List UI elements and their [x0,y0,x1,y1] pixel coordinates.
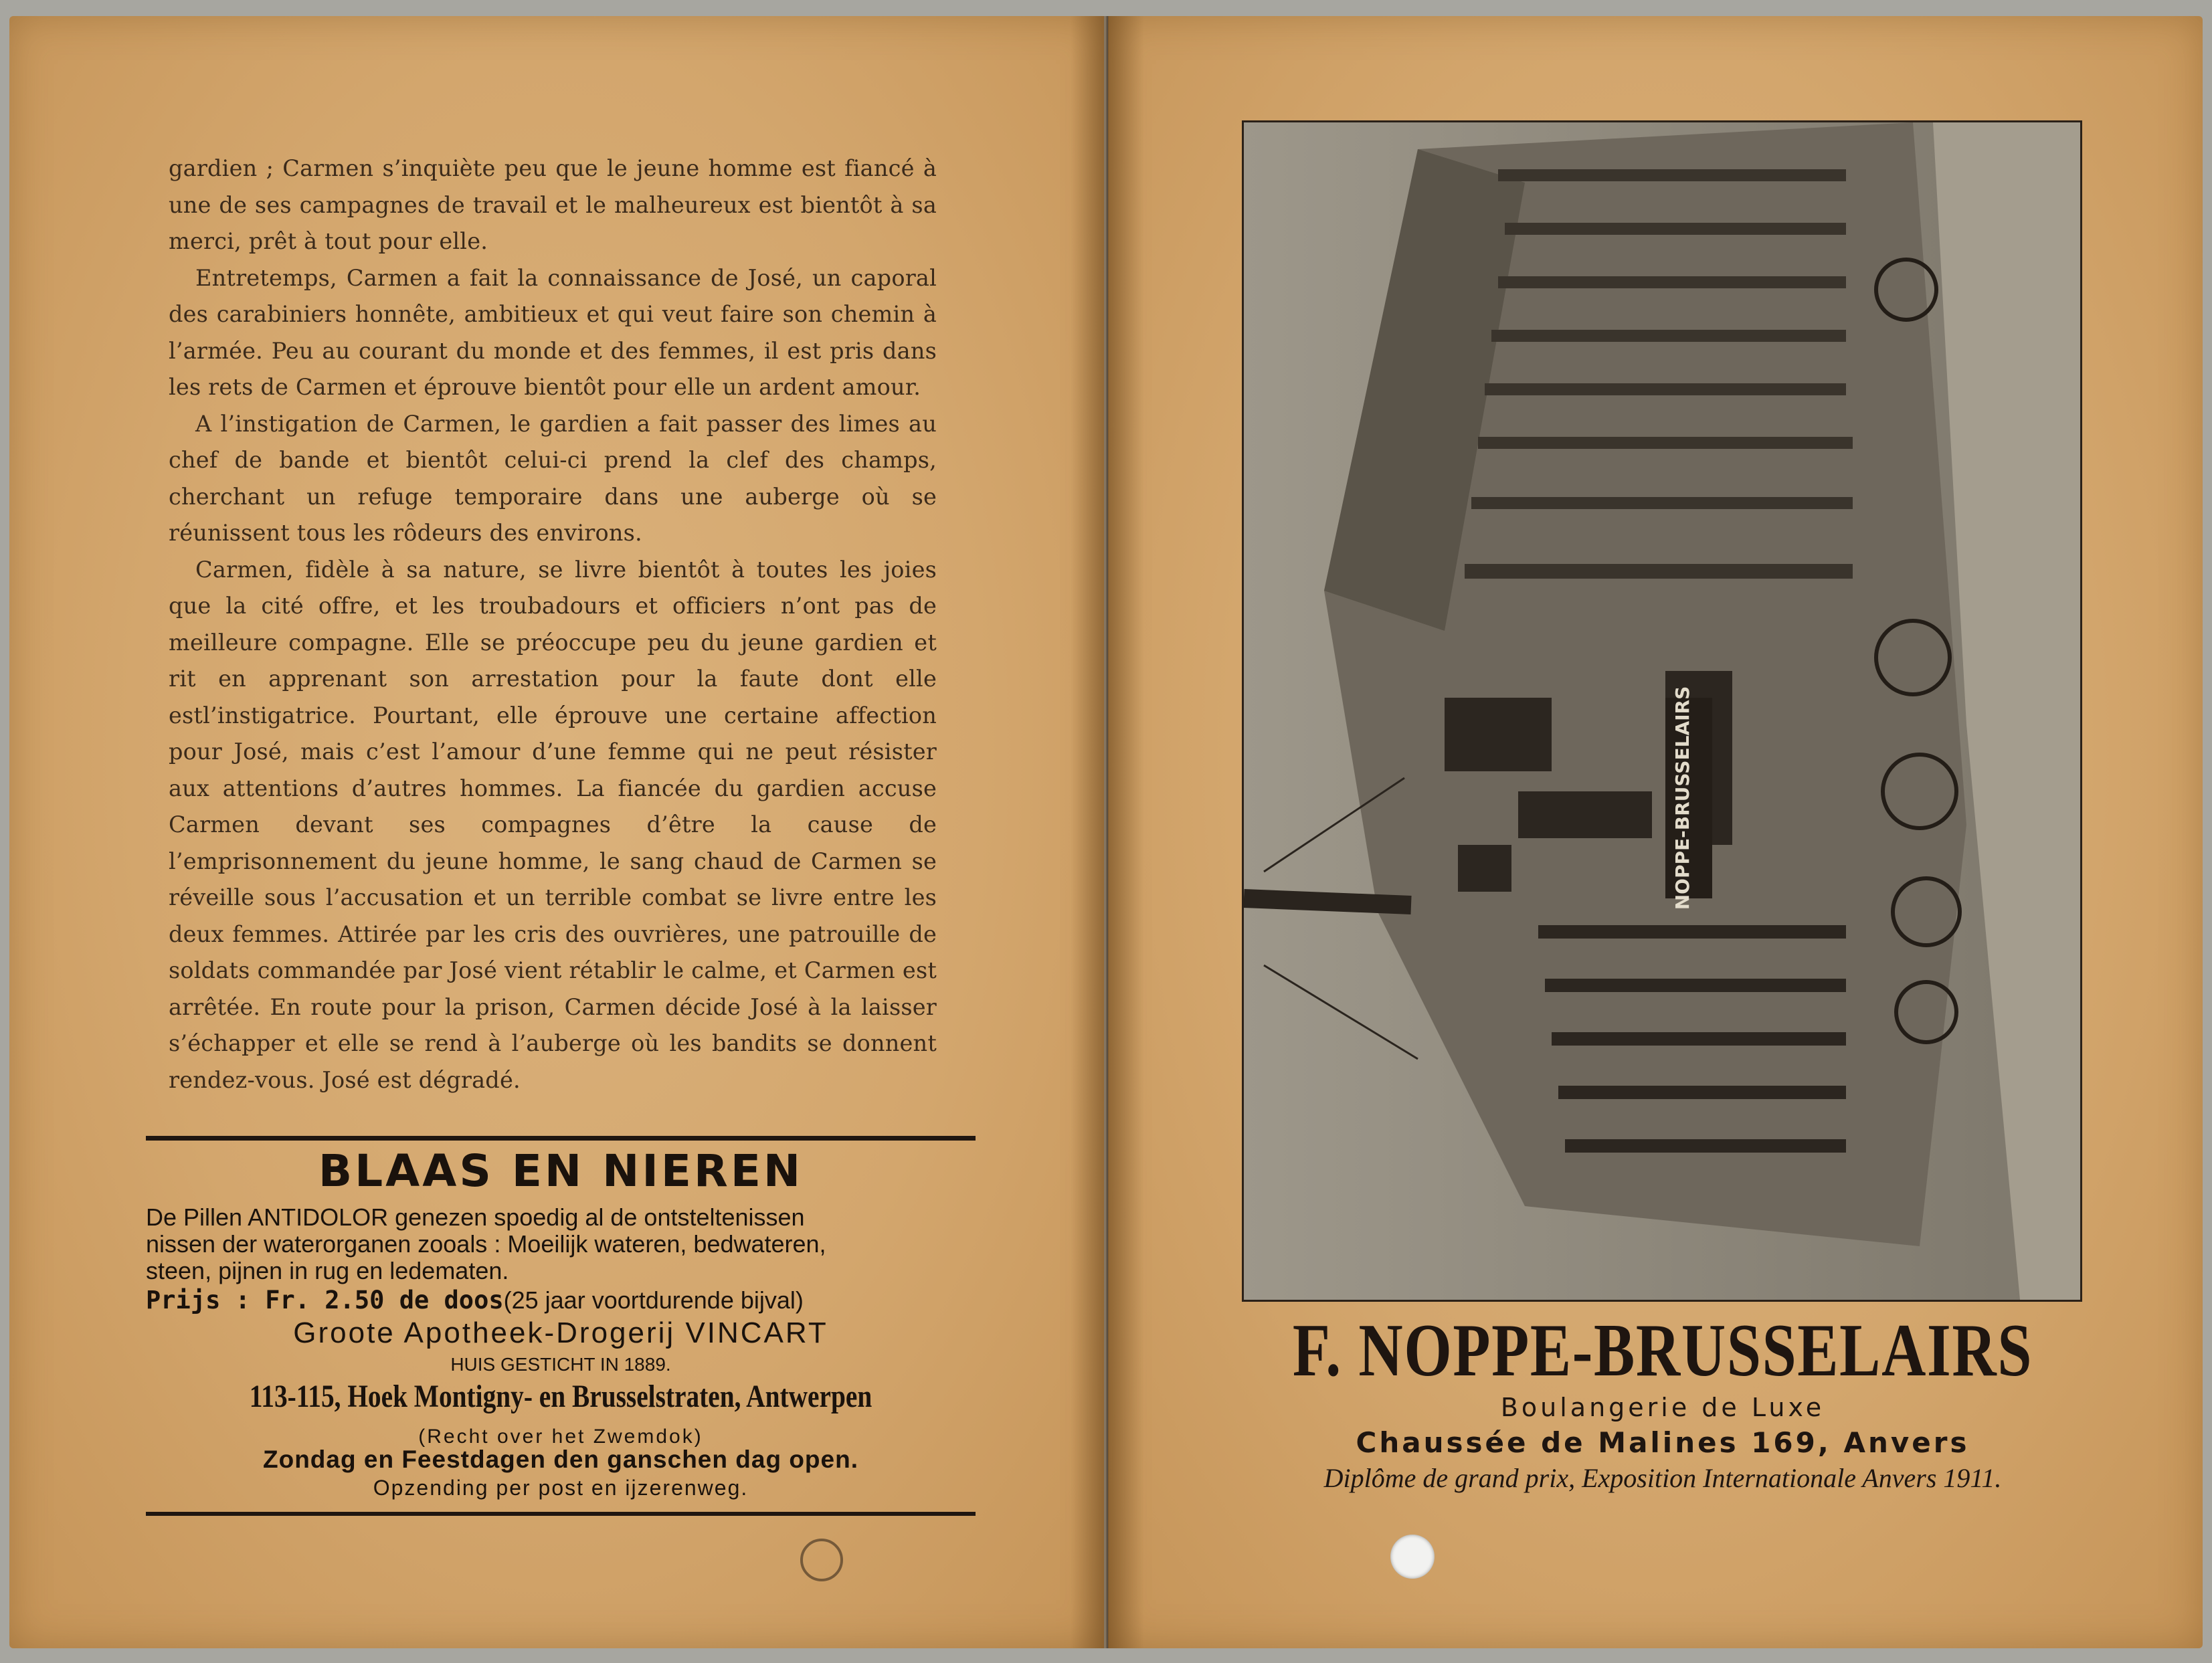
ad-price [146,1287,976,1314]
ad-top-rule [146,1136,976,1141]
pharmacy-advertisement [146,1136,976,1519]
paragraph: Entretemps, Carmen a fait la connaissance de José, un caporal des carabiniers honnête, ambitieux et qui veut faire son chemin à l’armée. Peu au courant du monde et des femmes, il est pris dans les rets de Carmen et éprouve bientôt pour elle un ardent amour. [169,264,937,400]
bakery-photograph [1242,120,2082,1302]
ad-shipping: Opzending per post en ijzerenweg. [373,1476,749,1500]
bakery-name: F. NOPPE-BRUSSELAIRS [1292,1309,2033,1392]
punch-hole-mark [800,1539,843,1581]
ad-shop-name: Groote Apotheek-Drogerij VINCART [293,1316,828,1349]
paragraph: Carmen, fidèle à sa nature, se livre bientôt à toutes les joies que la cité offre, et les troubadours et officiers n’ont pas de meilleure compagne. Elle se préoccupe peu du jeune gardien et rit en apprenant son arrestation pour la faute dont elle estl’instigatrice. Pourtant, elle éprouve une certaine affection pour José, mais c’est l’amour d’une femme qui ne peut résister aux attentions d’autres hommes. La fiancée du gardien accuse Carmen devant ses compagnes d’être la cause de l’emprisonnement du jeune homme, le sang chaud de Carmen se réveille sous l’accusation et un terrible combat se livre entre les deux femmes. Attirée par les cris des ouvrières, une patrouille de soldats commandée par José vient rétablir le calme, et Carmen est arrêtée. En route pour la prison, Carmen décide José à la laisser s’échapper et elle se rend à l’auberge où les bandits se donnent rendez-vous. José est dégradé. [169,556,937,1093]
ad-location-note: (Recht over het Zwemdok) [418,1426,703,1448]
bakery-address: Chaussée de Malines 169, Anvers [1356,1426,1970,1459]
ad-title: BLAAS EN NIEREN [318,1145,804,1197]
ad-line-1: De Pillen ANTIDOLOR genezen spoedig al de ontsteltenissen [146,1203,805,1231]
ad-bottom-rule [146,1512,976,1516]
ad-opening: Zondag en Feestdagen den ganschen dag open. [263,1446,858,1473]
paragraph: gardien ; Carmen s’inquiète peu que le jeune homme est fiancé à une de ses campagnes de travail et le malheureux est bientôt à sa merci, prêt à tout pour elle. [169,155,937,254]
ad-address: 113-115, Hoek Montigny- en Brusselstraten, Antwerpen [249,1379,872,1414]
ad-line-3: steen, pijnen in rug en ledematen. [146,1257,509,1284]
bakery-diploma: Diplôme de grand prix, Exposition Internationale Anvers 1911. [1323,1463,2002,1493]
ad-price-note: (25 jaar voortdurende bijval) [503,1286,804,1314]
punch-hole [1390,1535,1435,1579]
ad-line-2: nissen der waterorganen zooals : Moeilijk wateren, bedwateren, [146,1230,826,1258]
story-text [169,151,937,1098]
bakery-building-illustration [1244,122,2080,1300]
bakery-subtitle: Boulangerie de Luxe [1500,1393,1825,1422]
photo-shop-sign: NOPPE-BRUSSELAIRS [1671,686,1693,910]
ad-price-label: Prijs : Fr. 2.50 de doos [146,1286,504,1314]
paragraph: A l’instigation de Carmen, le gardien a fait passer des limes au chef de bande et bientôt celui-ci prend la clef des champs, cherchant un refuge temporaire dans une auberge où se réunissent tous les rôdeurs des environs. [169,410,937,546]
book-gutter [1071,16,1144,1648]
ad-founded: HUIS GESTICHT IN 1889. [450,1354,671,1375]
